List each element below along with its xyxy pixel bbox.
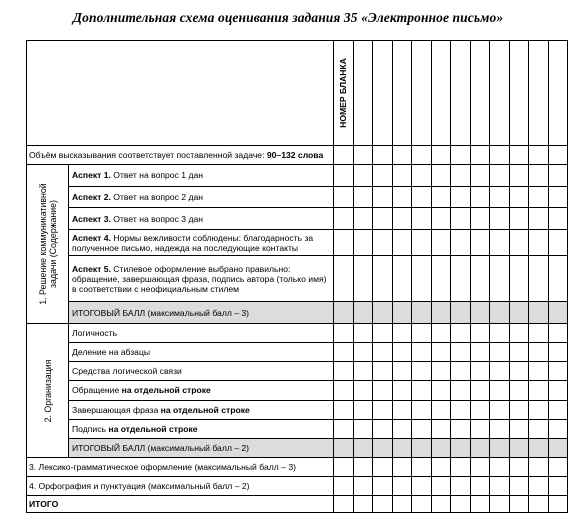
- score-cell[interactable]: [334, 400, 354, 419]
- score-cell[interactable]: [490, 324, 510, 343]
- score-cell[interactable]: [509, 458, 529, 477]
- score-cell[interactable]: [548, 186, 568, 208]
- score-cell[interactable]: [470, 400, 490, 419]
- score-cell[interactable]: [470, 256, 490, 302]
- score-cell[interactable]: [470, 477, 490, 496]
- score-cell[interactable]: [548, 400, 568, 419]
- score-cell[interactable]: [490, 477, 510, 496]
- score-cell[interactable]: [451, 230, 471, 256]
- score-cell[interactable]: [373, 165, 393, 187]
- aspect-row-label: [69, 256, 334, 302]
- score-cell[interactable]: [392, 256, 412, 302]
- score-cell[interactable]: [334, 256, 354, 302]
- score-cell[interactable]: [470, 362, 490, 381]
- score-cell[interactable]: [548, 165, 568, 187]
- score-cell[interactable]: [392, 343, 412, 362]
- organization-row-label: [69, 362, 334, 381]
- score-cell[interactable]: [373, 477, 393, 496]
- score-cell[interactable]: [529, 343, 549, 362]
- score-cell[interactable]: [353, 208, 373, 230]
- score-cell[interactable]: [412, 477, 432, 496]
- score-cell[interactable]: [392, 165, 412, 187]
- score-cell[interactable]: [529, 496, 549, 513]
- score-cell[interactable]: [431, 458, 451, 477]
- score-cell[interactable]: [470, 302, 490, 324]
- score-cell[interactable]: [431, 146, 451, 165]
- score-cell[interactable]: [451, 458, 471, 477]
- score-cell[interactable]: [529, 381, 549, 400]
- form-number-cell[interactable]: [392, 41, 412, 146]
- score-cell[interactable]: [451, 146, 471, 165]
- score-cell[interactable]: [373, 458, 393, 477]
- score-cell[interactable]: [529, 419, 549, 438]
- score-cell[interactable]: [353, 256, 373, 302]
- score-cell[interactable]: [548, 419, 568, 438]
- score-cell[interactable]: [548, 458, 568, 477]
- score-cell[interactable]: [548, 230, 568, 256]
- score-cell[interactable]: [509, 146, 529, 165]
- score-cell[interactable]: [529, 458, 549, 477]
- score-cell[interactable]: [431, 438, 451, 457]
- score-cell[interactable]: [353, 400, 373, 419]
- aspect-row-label: [69, 208, 334, 230]
- score-cell[interactable]: [431, 302, 451, 324]
- score-cell[interactable]: [353, 458, 373, 477]
- score-cell[interactable]: [509, 477, 529, 496]
- score-cell[interactable]: [490, 362, 510, 381]
- score-cell[interactable]: [412, 146, 432, 165]
- score-cell[interactable]: [412, 230, 432, 256]
- score-cell[interactable]: [470, 419, 490, 438]
- label-text: Деление на абзацы: [72, 347, 151, 358]
- volume-bold: 90–132 слова: [266, 150, 324, 160]
- score-cell[interactable]: [392, 302, 412, 324]
- score-cell[interactable]: [392, 419, 412, 438]
- score-cell[interactable]: [353, 419, 373, 438]
- score-cell[interactable]: [490, 381, 510, 400]
- score-cell[interactable]: [353, 165, 373, 187]
- score-cell[interactable]: [509, 343, 529, 362]
- score-cell[interactable]: [392, 208, 412, 230]
- score-cell[interactable]: [412, 458, 432, 477]
- label-text: Ответ на вопрос 3 дан: [110, 213, 203, 224]
- section2-label: [27, 324, 69, 458]
- score-cell[interactable]: [334, 302, 354, 324]
- score-cell[interactable]: [509, 496, 529, 513]
- label-text: Средства логической связи: [72, 366, 182, 377]
- label-text: Завершающая фраза: [72, 404, 161, 415]
- score-cell[interactable]: [451, 208, 471, 230]
- score-cell[interactable]: [451, 496, 471, 513]
- score-cell[interactable]: [373, 362, 393, 381]
- score-cell[interactable]: [470, 496, 490, 513]
- score-cell[interactable]: [470, 165, 490, 187]
- score-cell[interactable]: [490, 302, 510, 324]
- score-cell[interactable]: [548, 256, 568, 302]
- form-number-header: [334, 41, 354, 146]
- score-cell[interactable]: [548, 343, 568, 362]
- score-cell[interactable]: [451, 438, 471, 457]
- score-cell[interactable]: [509, 302, 529, 324]
- score-cell[interactable]: [353, 496, 373, 513]
- score-cell[interactable]: [451, 165, 471, 187]
- score-cell[interactable]: [412, 419, 432, 438]
- score-cell[interactable]: [509, 186, 529, 208]
- label-text: Стилевое оформление выбрано правильно: обращение, завершающая фраза, подпись автора (только имя) в соответствии с неофициальным стилем: [72, 263, 327, 294]
- form-number-cell[interactable]: [490, 41, 510, 146]
- score-cell[interactable]: [470, 438, 490, 457]
- score-cell[interactable]: [470, 324, 490, 343]
- score-cell[interactable]: [392, 438, 412, 457]
- score-cell[interactable]: [548, 477, 568, 496]
- score-cell[interactable]: [353, 477, 373, 496]
- label-bold: Аспект 4.: [72, 232, 111, 243]
- score-cell[interactable]: [451, 477, 471, 496]
- score-cell[interactable]: [431, 343, 451, 362]
- score-cell[interactable]: [509, 438, 529, 457]
- score-cell[interactable]: [373, 208, 393, 230]
- score-cell[interactable]: [392, 324, 412, 343]
- score-cell[interactable]: [431, 256, 451, 302]
- score-cell[interactable]: [529, 302, 549, 324]
- form-number-cell[interactable]: [412, 41, 432, 146]
- score-cell[interactable]: [548, 438, 568, 457]
- score-cell[interactable]: [548, 302, 568, 324]
- score-cell[interactable]: [373, 400, 393, 419]
- score-cell[interactable]: [373, 256, 393, 302]
- score-cell[interactable]: [353, 230, 373, 256]
- organization-row-label: [69, 419, 334, 438]
- header-blank: [27, 41, 334, 146]
- score-cell[interactable]: [373, 324, 393, 343]
- score-cell[interactable]: [490, 146, 510, 165]
- score-cell[interactable]: [470, 230, 490, 256]
- score-cell[interactable]: [470, 343, 490, 362]
- score-cell[interactable]: [412, 302, 432, 324]
- score-cell[interactable]: [431, 419, 451, 438]
- score-cell[interactable]: [334, 458, 354, 477]
- score-cell[interactable]: [412, 256, 432, 302]
- score-cell[interactable]: [548, 324, 568, 343]
- score-cell[interactable]: [392, 496, 412, 513]
- score-cell[interactable]: [431, 362, 451, 381]
- score-cell[interactable]: [451, 256, 471, 302]
- score-cell[interactable]: [431, 477, 451, 496]
- label-bold: Аспект 2.: [72, 192, 111, 203]
- score-cell[interactable]: [334, 496, 354, 513]
- score-cell[interactable]: [451, 343, 471, 362]
- header-row: [27, 41, 568, 146]
- score-cell[interactable]: [334, 146, 354, 165]
- score-cell[interactable]: [392, 230, 412, 256]
- label-text: Ответ на вопрос 2 дан: [110, 192, 203, 203]
- label-text: Нормы вежливости соблюдены: благодарность за полученное письмо, надежда на последующие контакты: [72, 232, 314, 253]
- score-cell[interactable]: [548, 496, 568, 513]
- label-bold: Аспект 1.: [72, 170, 111, 181]
- score-cell[interactable]: [490, 256, 510, 302]
- section1-label-text: 1. Решение коммуникативной задачи (Содержание): [37, 183, 58, 305]
- score-cell[interactable]: [509, 324, 529, 343]
- label-bold: Аспект 3.: [72, 213, 111, 224]
- score-cell[interactable]: [334, 208, 354, 230]
- score-cell[interactable]: [529, 186, 549, 208]
- section3-label: 3. Лексико-грамматическое оформление (максимальный балл – 3): [27, 458, 334, 477]
- score-cell[interactable]: [470, 381, 490, 400]
- score-cell[interactable]: [334, 438, 354, 457]
- label-text: Логичность: [72, 328, 118, 339]
- score-cell[interactable]: [490, 165, 510, 187]
- score-cell[interactable]: [373, 186, 393, 208]
- form-number-cell[interactable]: [548, 41, 568, 146]
- score-cell[interactable]: [470, 186, 490, 208]
- score-cell[interactable]: [334, 419, 354, 438]
- score-cell[interactable]: [490, 230, 510, 256]
- score-cell[interactable]: [353, 362, 373, 381]
- score-cell[interactable]: [431, 186, 451, 208]
- score-cell[interactable]: [412, 362, 432, 381]
- score-cell[interactable]: [451, 400, 471, 419]
- score-cell[interactable]: [470, 208, 490, 230]
- score-cell[interactable]: [529, 230, 549, 256]
- score-cell[interactable]: [470, 458, 490, 477]
- volume-row-label: [27, 146, 334, 165]
- score-cell[interactable]: [334, 381, 354, 400]
- score-cell[interactable]: [353, 146, 373, 165]
- score-cell[interactable]: [490, 419, 510, 438]
- label-text: Подпись: [72, 423, 109, 434]
- score-cell[interactable]: [334, 343, 354, 362]
- label-bold: на отдельной строке: [160, 404, 250, 415]
- label-bold: на отдельной строке: [121, 385, 211, 396]
- score-cell[interactable]: [548, 146, 568, 165]
- score-cell[interactable]: [548, 208, 568, 230]
- score-cell[interactable]: [373, 230, 393, 256]
- score-cell[interactable]: [373, 302, 393, 324]
- score-cell[interactable]: [529, 146, 549, 165]
- label-text: Ответ на вопрос 1 дан: [110, 170, 203, 181]
- volume-text: Объём высказывания соответствует поставленной задаче:: [29, 150, 267, 160]
- score-cell[interactable]: [412, 381, 432, 400]
- score-cell[interactable]: [490, 186, 510, 208]
- score-cell[interactable]: [412, 165, 432, 187]
- final-total-label: ИТОГО: [27, 496, 334, 513]
- score-cell[interactable]: [392, 186, 412, 208]
- score-cell[interactable]: [509, 381, 529, 400]
- organization-row-label: [69, 400, 334, 419]
- score-cell[interactable]: [373, 343, 393, 362]
- score-cell[interactable]: [373, 419, 393, 438]
- score-cell[interactable]: [509, 419, 529, 438]
- score-cell[interactable]: [509, 256, 529, 302]
- score-cell[interactable]: [412, 208, 432, 230]
- score-cell[interactable]: [412, 496, 432, 513]
- score-cell[interactable]: [334, 165, 354, 187]
- score-cell[interactable]: [451, 381, 471, 400]
- score-cell[interactable]: [353, 343, 373, 362]
- scoring-table: [26, 40, 568, 513]
- score-cell[interactable]: [529, 362, 549, 381]
- score-cell[interactable]: [451, 419, 471, 438]
- score-cell[interactable]: [373, 146, 393, 165]
- score-cell[interactable]: [431, 324, 451, 343]
- score-cell[interactable]: [334, 230, 354, 256]
- score-cell[interactable]: [509, 230, 529, 256]
- form-number-label: НОМЕР БЛАНКА: [338, 58, 349, 128]
- score-cell[interactable]: [392, 458, 412, 477]
- form-number-cell[interactable]: [353, 41, 373, 146]
- label-bold: Аспект 5.: [72, 263, 111, 274]
- score-cell[interactable]: [529, 438, 549, 457]
- section4-label: 4. Орфография и пунктуация (максимальный балл – 2): [27, 477, 334, 496]
- aspect-row-label: [69, 165, 334, 187]
- score-cell[interactable]: [373, 438, 393, 457]
- score-cell[interactable]: [431, 496, 451, 513]
- score-cell[interactable]: [431, 208, 451, 230]
- score-cell[interactable]: [509, 362, 529, 381]
- score-cell[interactable]: [392, 362, 412, 381]
- aspect-row-label: [69, 230, 334, 256]
- score-cell[interactable]: [392, 146, 412, 165]
- form-number-cell[interactable]: [509, 41, 529, 146]
- form-number-cell[interactable]: [451, 41, 471, 146]
- score-cell[interactable]: [490, 208, 510, 230]
- score-cell[interactable]: [373, 381, 393, 400]
- score-cell[interactable]: [509, 165, 529, 187]
- score-cell[interactable]: [529, 324, 549, 343]
- label-text: Обращение: [72, 385, 122, 396]
- score-cell[interactable]: [353, 438, 373, 457]
- score-cell[interactable]: [529, 400, 549, 419]
- score-cell[interactable]: [334, 477, 354, 496]
- section2-total: ИТОГОВЫЙ БАЛЛ (максимальный балл – 2): [69, 438, 334, 457]
- score-cell[interactable]: [490, 343, 510, 362]
- score-cell[interactable]: [334, 186, 354, 208]
- section2-label-text: 2. Организация: [42, 359, 53, 422]
- score-cell[interactable]: [412, 438, 432, 457]
- score-cell[interactable]: [353, 302, 373, 324]
- score-cell[interactable]: [529, 208, 549, 230]
- score-cell[interactable]: [392, 400, 412, 419]
- page-title: Дополнительная схема оценивания задания 35 «Электронное письмо»: [72, 10, 504, 25]
- section1-label: [27, 165, 69, 324]
- score-cell[interactable]: [431, 381, 451, 400]
- score-cell[interactable]: [373, 496, 393, 513]
- score-cell[interactable]: [451, 186, 471, 208]
- score-cell[interactable]: [412, 400, 432, 419]
- score-cell[interactable]: [490, 496, 510, 513]
- score-cell[interactable]: [451, 302, 471, 324]
- aspect-row-label: [69, 186, 334, 208]
- form-number-cell[interactable]: [529, 41, 549, 146]
- score-cell[interactable]: [529, 165, 549, 187]
- score-cell[interactable]: [451, 362, 471, 381]
- score-cell[interactable]: [392, 381, 412, 400]
- score-cell[interactable]: [431, 165, 451, 187]
- score-cell[interactable]: [353, 186, 373, 208]
- score-cell[interactable]: [353, 324, 373, 343]
- section1-total: ИТОГОВЫЙ БАЛЛ (максимальный балл – 3): [69, 302, 334, 324]
- score-cell[interactable]: [392, 477, 412, 496]
- score-cell[interactable]: [529, 256, 549, 302]
- score-cell[interactable]: [509, 400, 529, 419]
- score-cell[interactable]: [490, 438, 510, 457]
- score-cell[interactable]: [334, 362, 354, 381]
- score-cell[interactable]: [451, 324, 471, 343]
- score-cell[interactable]: [412, 324, 432, 343]
- score-cell[interactable]: [431, 400, 451, 419]
- form-number-cell[interactable]: [373, 41, 393, 146]
- score-cell[interactable]: [412, 186, 432, 208]
- score-cell[interactable]: [470, 146, 490, 165]
- score-cell[interactable]: [431, 230, 451, 256]
- score-cell[interactable]: [490, 458, 510, 477]
- organization-row-label: [69, 381, 334, 400]
- score-cell[interactable]: [412, 343, 432, 362]
- score-cell[interactable]: [509, 208, 529, 230]
- organization-row-label: [69, 343, 334, 362]
- organization-row-label: [69, 324, 334, 343]
- score-cell[interactable]: [334, 324, 354, 343]
- score-cell[interactable]: [548, 381, 568, 400]
- score-cell[interactable]: [353, 381, 373, 400]
- score-cell[interactable]: [529, 477, 549, 496]
- label-bold: на отдельной строке: [108, 423, 198, 434]
- score-cell[interactable]: [490, 400, 510, 419]
- form-number-cell[interactable]: [431, 41, 451, 146]
- form-number-cell[interactable]: [470, 41, 490, 146]
- score-cell[interactable]: [548, 362, 568, 381]
